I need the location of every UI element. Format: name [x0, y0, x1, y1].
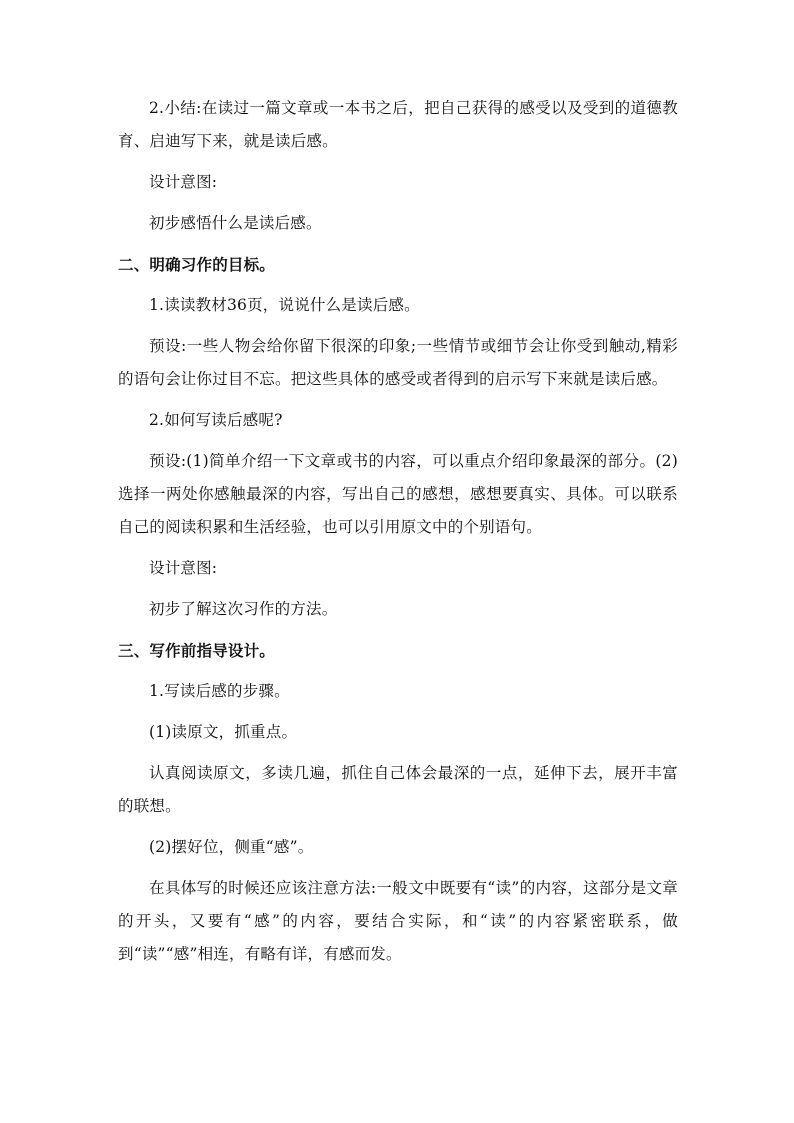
substep-2-detail: 在具体写的时候还应该注意方法:一般文中既要有“读”的内容，这部分是文章的开头，又要有“感”的内容，要结合实际，和“读”的内容紧密联系，做到“读”“感”相连，有略有详，有感而发。 [118, 879, 678, 963]
substep-2-paragraph: (2)摆好位，侧重“感”。 [149, 838, 314, 856]
design-intent-text-2: 初步了解这次习作的方法。 [149, 600, 338, 618]
summary-paragraph: 2.小结:在读过一篇文章或一本书之后，把自己获得的感受以及受到的道德教育、启迪写下来，就是读后感。 [118, 99, 678, 150]
section-heading-2: 二、明确习作的目标。 [118, 255, 276, 274]
step-1-paragraph: 1.读读教材36页，说说什么是读后感。 [149, 296, 420, 314]
section-heading-3: 三、写作前指导设计。 [118, 641, 276, 660]
design-intent-text: 初步感悟什么是读后感。 [149, 214, 322, 232]
writing-steps-paragraph: 1.写读后感的步骤。 [149, 682, 290, 700]
preset-paragraph-2: 预设:(1)简单介绍一下文章或书的内容，可以重点介绍印象最深的部分。(2)选择一两处你感触最深的内容，写出自己的感想，感想要真实、具体。可以联系自己的阅读积累和生活经验，也可以引用原文中的个别语句。 [118, 452, 678, 536]
substep-1-detail: 认真阅读原文，多读几遍，抓住自己体会最深的一点，延伸下去，展开丰富的联想。 [118, 764, 678, 815]
preset-paragraph-1: 预设:一些人物会给你留下很深的印象;一些情节或细节会让你受到触动,精彩的语句会让你过目不忘。把这些具体的感受或者得到的启示写下来就是读后感。 [118, 337, 678, 388]
design-intent-label: 设计意图: [149, 173, 218, 191]
substep-1-paragraph: (1)读原文，抓重点。 [149, 723, 298, 741]
document-page [118, 92, 678, 979]
design-intent-label-2: 设计意图: [149, 559, 218, 577]
step-2-paragraph: 2.如何写读后感呢? [149, 411, 283, 429]
